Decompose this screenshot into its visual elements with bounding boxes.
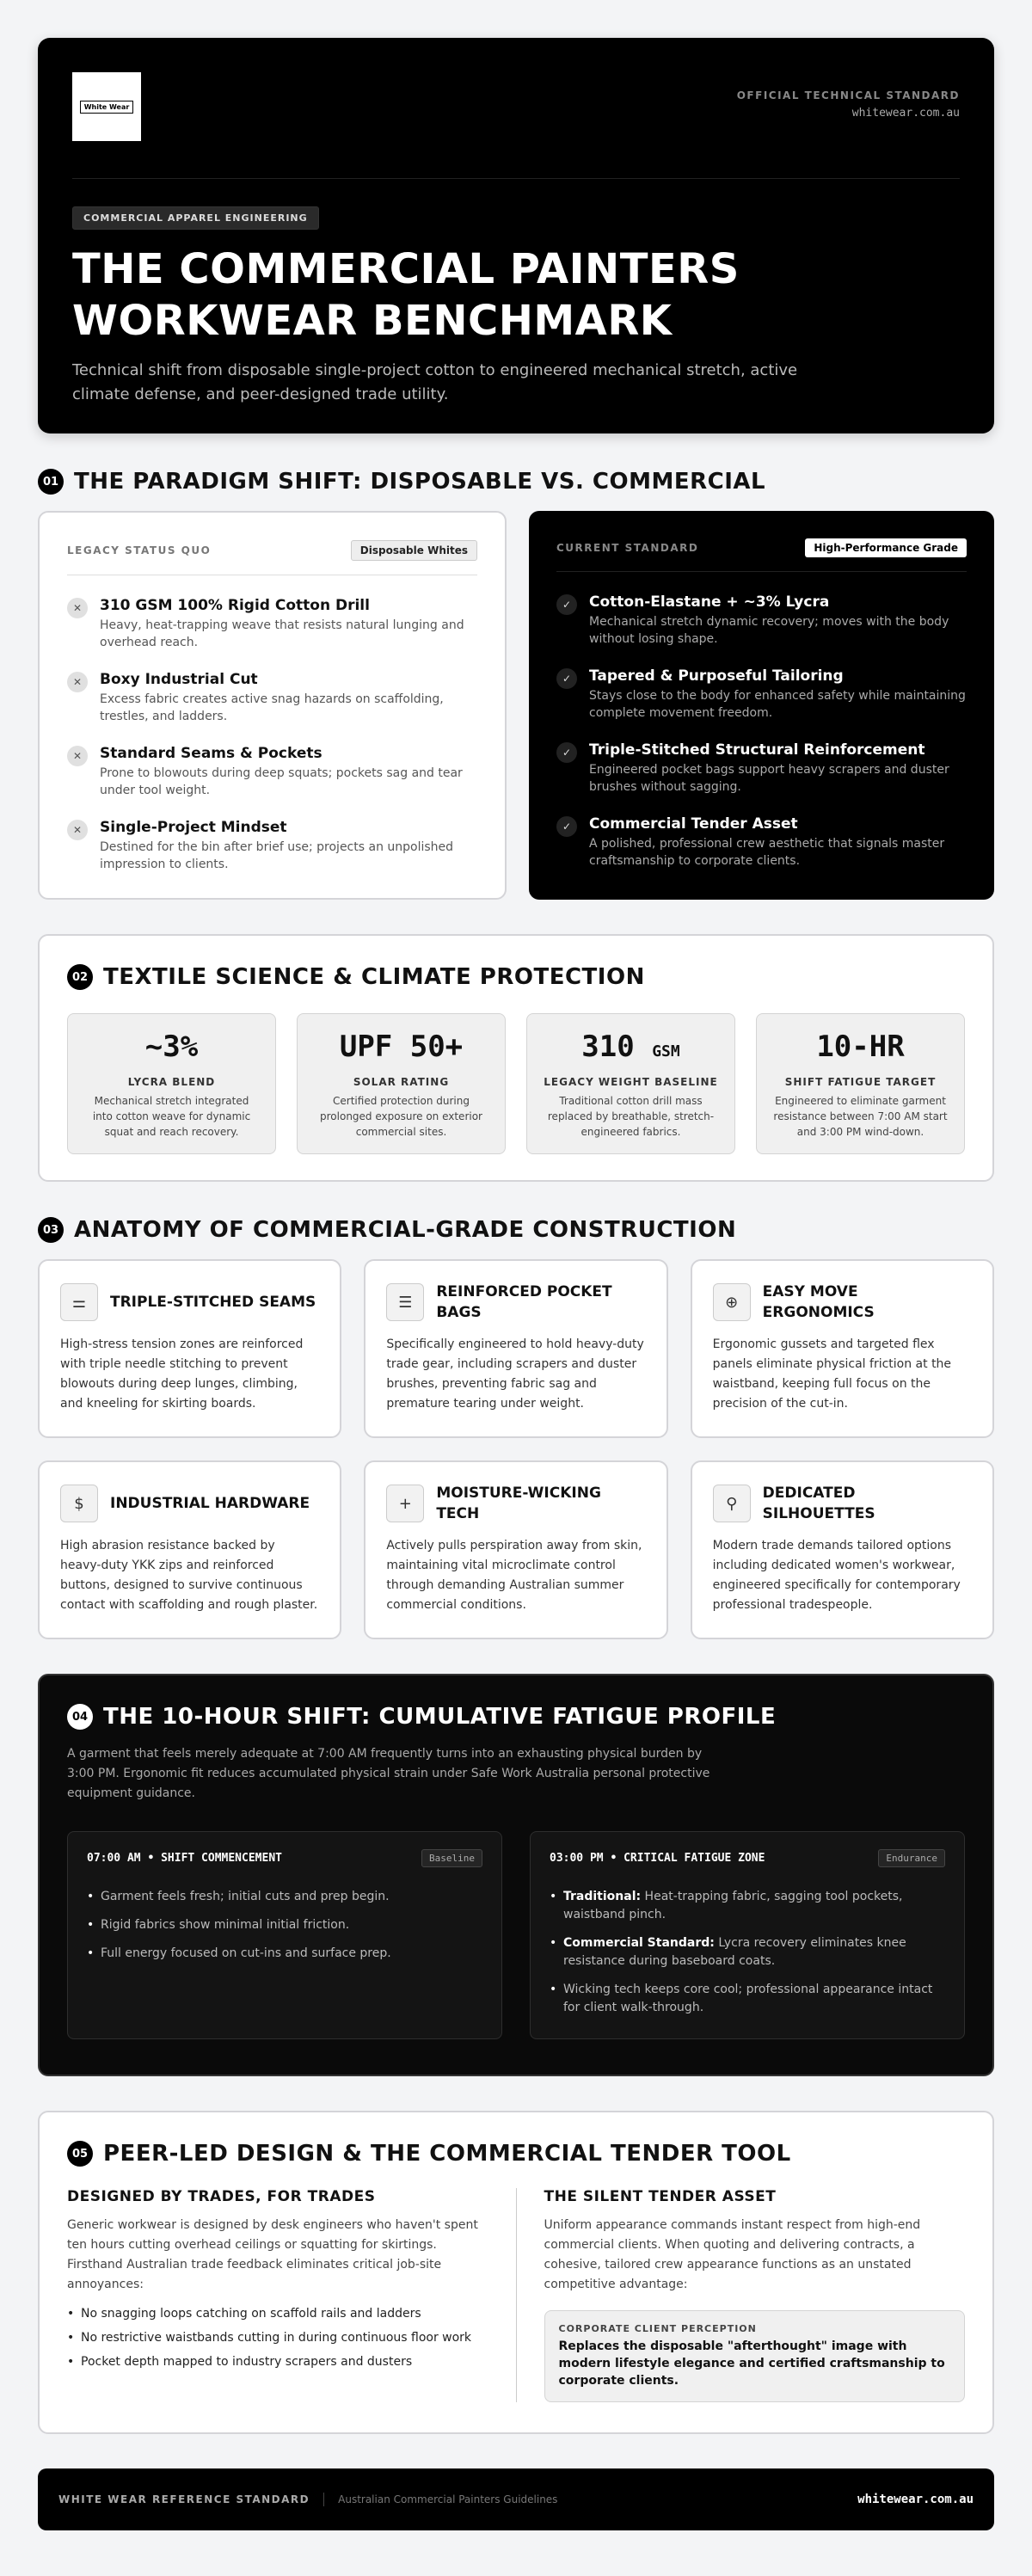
check-icon: ✓ <box>556 594 577 615</box>
stat-card <box>67 1013 276 1154</box>
feature-card <box>38 1259 341 1438</box>
item-title: 310 GSM 100% Rigid Cotton Drill <box>100 597 370 614</box>
feature-card <box>691 1259 994 1438</box>
section-1-header <box>38 466 994 497</box>
stat-value: UPF 50+ <box>339 1030 464 1064</box>
item-title: Standard Seams & Pockets <box>100 745 322 762</box>
column-text: Uniform appearance commands instant respect from high-end commercial clients. When quoting and delivering contracts, a cohesive, tailored crew appearance functions as an unstated competitive advantage: <box>544 2218 921 2291</box>
x-icon: ✕ <box>67 746 88 766</box>
stat-card <box>756 1013 965 1154</box>
stat-card <box>526 1013 735 1154</box>
shift-title: 03:00 PM • CRITICAL FATIGUE ZONE <box>550 1852 765 1865</box>
list-item: • Full energy focused on cut-ins and surface prep. <box>87 1945 482 1963</box>
callout-text: Replaces the disposable "afterthought" image with modern lifestyle elegance and certified craftsmanship to corporate clients. <box>558 2339 945 2388</box>
section-subtitle: A garment that feels merely adequate at 7:00 AM frequently turns into an exhausting physical burden by 3:00 PM. Ergonomic fit reduces accumulated physical strain under Safe Work Australia personal protective equipment guidance. <box>67 1747 710 1800</box>
item-title: Commercial Tender Asset <box>589 815 798 833</box>
comparison <box>38 511 994 900</box>
item-title: Boxy Industrial Cut <box>100 671 258 688</box>
section-number: 01 <box>38 469 64 495</box>
check-icon: ✓ <box>556 668 577 689</box>
section-4-header <box>67 1701 965 1732</box>
legacy-card-header <box>67 540 477 575</box>
list-item: • Pocket depth mapped to industry scrapers and dusters <box>67 2355 488 2369</box>
item-desc: Heavy, heat-trapping weave that resists natural lunging and overhead reach. <box>100 618 464 649</box>
trades-column <box>67 2188 517 2402</box>
item-desc: Destined for the bin after brief use; projects an unpolished impression to clients. <box>100 840 454 871</box>
stat-value: ~3% <box>144 1030 199 1064</box>
legacy-label: LEGACY STATUS QUO <box>67 544 212 556</box>
section-number: 05 <box>67 2141 93 2167</box>
legacy-badge: Disposable Whites <box>351 540 477 561</box>
item-desc: Engineered pocket bags support heavy scrapers and duster brushes without sagging. <box>589 763 949 794</box>
legacy-card <box>38 511 507 900</box>
stat-desc: Certified protection during prolonged exposure on exterior commercial sites. <box>320 1095 482 1138</box>
stat-caption: LEGACY WEIGHT BASELINE <box>544 1076 718 1088</box>
column-heading: DESIGNED BY TRADES, FOR TRADES <box>67 2188 376 2205</box>
feature-card <box>364 1259 667 1438</box>
stats-row <box>67 1013 965 1154</box>
shift-badge: Baseline <box>421 1849 482 1867</box>
section-title: THE 10-HOUR SHIFT: CUMULATIVE FATIGUE PROFILE <box>103 1704 777 1730</box>
callout-label: CORPORATE CLIENT PERCEPTION <box>558 2323 757 2334</box>
item-desc: Stays close to the body for enhanced safety while maintaining complete movement freedom. <box>589 689 966 720</box>
section-number: 03 <box>38 1217 64 1243</box>
x-icon: ✕ <box>67 598 88 618</box>
feature-card <box>38 1460 341 1639</box>
feature-title: REINFORCED POCKET BAGS <box>436 1283 612 1321</box>
hero-tag: COMMERCIAL APPAREL ENGINEERING <box>72 206 319 230</box>
section-number: 04 <box>67 1704 93 1730</box>
stat-desc: Engineered to eliminate garment resistance between 7:00 AM start and 3:00 PM wind-down. <box>773 1095 948 1138</box>
section-title: THE PARADIGM SHIFT: DISPOSABLE VS. COMMERCIAL <box>74 469 766 495</box>
item-title: Tapered & Purposeful Tailoring <box>589 667 844 685</box>
legacy-item <box>67 596 477 651</box>
shift-title: 07:00 AM • SHIFT COMMENCEMENT <box>87 1852 282 1865</box>
item-title: Triple-Stitched Structural Reinforcement <box>589 741 925 759</box>
brand-logo <box>72 72 141 141</box>
item-title: Single-Project Mindset <box>100 819 287 836</box>
shift-list <box>550 1888 945 2017</box>
standard-label: OFFICIAL TECHNICAL STANDARD <box>736 89 960 101</box>
feature-card <box>691 1460 994 1639</box>
footer-url[interactable]: whitewear.com.au <box>857 2493 974 2506</box>
current-item <box>556 741 967 796</box>
list-item: • Rigid fabrics show minimal initial friction. <box>87 1916 482 1934</box>
list-item: • Commercial Standard: Lycra recovery eliminates knee resistance during baseboard coats. <box>550 1934 945 1970</box>
hero-meta <box>737 72 960 178</box>
feature-card <box>364 1460 667 1639</box>
x-icon: ✕ <box>67 820 88 840</box>
stat-value: 310 GSM <box>581 1030 680 1064</box>
check-icon: ✓ <box>556 742 577 763</box>
feature-title: MOISTURE-WICKING TECH <box>436 1485 601 1522</box>
shift-badge: Endurance <box>878 1849 945 1867</box>
current-label: CURRENT STANDARD <box>556 542 699 554</box>
feature-title: INDUSTRIAL HARDWARE <box>110 1495 310 1512</box>
hero-top-bar <box>72 72 960 179</box>
shift-start-card <box>67 1831 502 2039</box>
list-item: • No restrictive waistbands cutting in during continuous floor work <box>67 2331 488 2345</box>
page-title-line-2: WORKWEAR BENCHMARK <box>72 297 673 345</box>
page-footer <box>38 2468 994 2530</box>
shift-end-card <box>530 1831 965 2039</box>
hero-subtitle: Technical shift from disposable single-project cotton to engineered mechanical stretch, active climate defense, and peer-designed trade utility. <box>72 361 798 403</box>
list-item: • Wicking tech keeps core cool; professional appearance intact for client walk-through. <box>550 1981 945 2017</box>
item-desc: Mechanical stretch dynamic recovery; moves with the body without losing shape. <box>589 615 949 646</box>
page-title-line-1: THE COMMERCIAL PAINTERS <box>72 245 740 293</box>
current-card-header <box>556 538 967 572</box>
shift-list <box>87 1888 482 1963</box>
section-title: ANATOMY OF COMMERCIAL-GRADE CONSTRUCTION <box>74 1217 737 1243</box>
item-desc: A polished, professional crew aesthetic that signals master craftsmanship to corporate clients. <box>589 837 945 868</box>
stat-caption: LYCRA BLEND <box>127 1076 216 1088</box>
legacy-item <box>67 818 477 873</box>
textile-science-panel <box>38 934 994 1182</box>
current-card <box>529 511 994 900</box>
item-desc: Excess fabric creates active snag hazards on scaffolding, trestles, and ladders. <box>100 692 444 723</box>
plus-icon: + <box>386 1485 424 1522</box>
feature-desc: Modern trade demands tailored options including dedicated women's workwear, engineered specifically for contemporary professional tradespeople. <box>712 1539 961 1612</box>
section-5-header <box>67 2138 965 2169</box>
feature-title: TRIPLE-STITCHED SEAMS <box>110 1294 316 1311</box>
plus-circle-icon: ⊕ <box>713 1283 751 1321</box>
shift-row <box>67 1831 965 2039</box>
legacy-item <box>67 670 477 725</box>
column-text: Generic workwear is designed by desk engineers who haven't spent ten hours cutting overhead ceilings or squatting for skirtings. Firsthand Australian trade feedback eliminates critical job-site annoyances: <box>67 2218 478 2291</box>
section-title: TEXTILE SCIENCE & CLIMATE PROTECTION <box>103 964 645 990</box>
column-heading: THE SILENT TENDER ASSET <box>544 2188 777 2205</box>
brand-logo-text: White Wear <box>80 101 134 114</box>
section-title: PEER-LED DESIGN & THE COMMERCIAL TENDER TOOL <box>103 2141 791 2167</box>
stat-desc: Traditional cotton drill mass replaced by breathable, stretch-engineered fabrics. <box>547 1095 715 1138</box>
legacy-item <box>67 744 477 799</box>
person-icon: ⚲ <box>713 1485 751 1522</box>
footer-divider <box>323 2493 324 2506</box>
feature-title: EASY MOVE ERGONOMICS <box>762 1283 875 1321</box>
feature-desc: Specifically engineered to hold heavy-duty trade gear, including scrapers and duster brushes, preventing fabric sag and premature tearing under weight. <box>386 1337 644 1411</box>
list-item: • No snagging loops catching on scaffold rails and ladders <box>67 2307 488 2321</box>
page-title <box>72 243 960 347</box>
tender-column <box>517 2188 966 2402</box>
check-icon: ✓ <box>556 816 577 837</box>
site-url: whitewear.com.au <box>851 107 960 120</box>
stat-caption: SOLAR RATING <box>353 1076 450 1088</box>
stat-caption: SHIFT FATIGUE TARGET <box>784 1076 937 1088</box>
feature-desc: Actively pulls perspiration away from skin, maintaining vital microclimate control through demanding Australian summer commercial conditions. <box>386 1539 642 1612</box>
current-badge: High-Performance Grade <box>805 538 967 557</box>
feature-title: DEDICATED SILHOUETTES <box>762 1485 875 1522</box>
stat-value: 10-HR <box>816 1030 905 1064</box>
item-title: Cotton-Elastane + ~3% Lycra <box>589 593 830 611</box>
feature-desc: High abrasion resistance backed by heavy-duty YKK zips and reinforced buttons, designed to survive continuous contact with scaffolding and rough plaster. <box>60 1539 318 1612</box>
fatigue-profile-panel <box>38 1674 994 2076</box>
item-desc: Prone to blowouts during deep squats; pockets sag and tear under tool weight. <box>100 766 463 797</box>
client-perception-callout <box>544 2310 966 2402</box>
current-item <box>556 667 967 722</box>
feature-desc: Ergonomic gussets and targeted flex panels eliminate physical friction at the waistband, keeping full focus on the precision of the cut-in. <box>712 1337 952 1411</box>
list-item: • Traditional: Heat-trapping fabric, sagging tool pockets, waistband pinch. <box>550 1888 945 1924</box>
sliders-icon: ⚌ <box>60 1283 98 1321</box>
hero-banner <box>38 38 994 433</box>
list-item: • Garment feels fresh; initial cuts and prep begin. <box>87 1888 482 1906</box>
feature-desc: High-stress tension zones are reinforced with triple needle stitching to prevent blowouts during deep lunges, climbing, and kneeling for skirting boards. <box>60 1337 304 1411</box>
x-icon: ✕ <box>67 672 88 692</box>
feature-grid <box>38 1259 994 1639</box>
peer-design-panel <box>38 2111 994 2434</box>
footer-subtitle: Australian Commercial Painters Guidelines <box>338 2493 558 2505</box>
current-item <box>556 815 967 870</box>
footer-brand: WHITE WEAR REFERENCE STANDARD <box>58 2493 310 2505</box>
document-icon: ☰ <box>386 1283 424 1321</box>
annoyance-list <box>67 2307 488 2369</box>
dollar-icon: $ <box>60 1485 98 1522</box>
current-item <box>556 593 967 648</box>
section-number: 02 <box>67 964 93 990</box>
stat-desc: Mechanical stretch integrated into cotton weave for dynamic squat and reach recovery. <box>92 1095 251 1138</box>
section-2-header <box>67 962 965 993</box>
section-3-header <box>38 1214 994 1245</box>
stat-card <box>297 1013 506 1154</box>
